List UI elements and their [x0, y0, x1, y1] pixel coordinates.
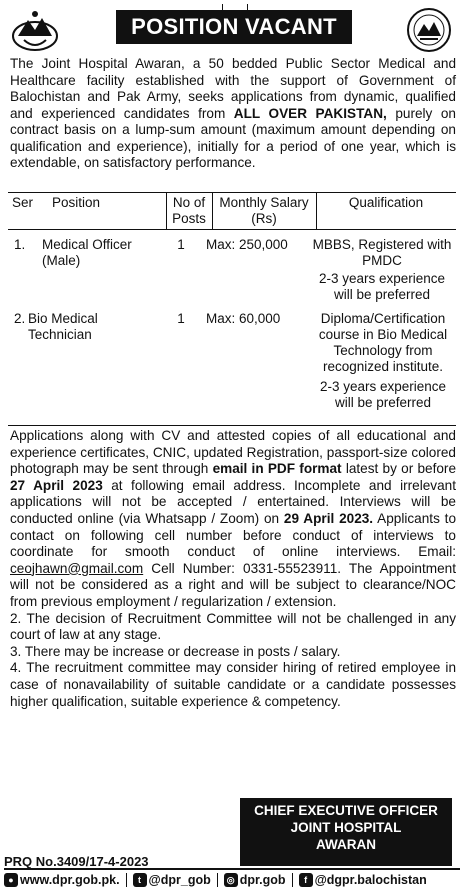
text-bold: email in PDF format: [212, 461, 342, 477]
row1-posts: 1: [177, 237, 185, 252]
header: [4, 4, 460, 56]
prq-number: PRQ No.3409/17-4-2023: [4, 854, 149, 869]
balochistan-emblem-logo: [10, 6, 60, 54]
instagram-text: dpr.gob: [239, 873, 286, 887]
positions-table: [8, 192, 456, 426]
header-rule: [8, 229, 456, 230]
row1-salary: Max: 250,000: [206, 237, 288, 252]
application-instructions: [10, 428, 456, 710]
row2-experience: 2-3 years experience will be preferred: [319, 379, 447, 410]
footer: [4, 868, 460, 890]
header-posts: No of Posts: [172, 195, 206, 226]
globe-icon: ●: [4, 873, 18, 887]
row2-ser: 2.: [14, 311, 26, 326]
divider: [166, 193, 167, 229]
divider: [292, 873, 293, 887]
row1-qualification: MBBS, Registered with PMDC: [312, 237, 452, 268]
divider: [217, 873, 218, 887]
text: Applications along with CV and attested copies of all educational and experience certificates, CNIC, updated Registration, passport-size colored photograph may be sent through: [10, 428, 456, 477]
email-link[interactable]: ceojhawn@gmail.com: [10, 560, 144, 576]
instagram-icon: ◎: [224, 873, 238, 887]
row1-ser: 1.: [14, 237, 26, 252]
row2-posts: 1: [177, 311, 185, 326]
text: Cell Number: 0331-55523911. The Appointment will not be considered as a right and will be subject to clearance/NOC from previous employment / regularization / extension.: [10, 560, 456, 609]
text: Applicants to contact on following cell number before conduct of interviews to coordinate for smooth conduct of online interviews. Email:: [10, 510, 456, 560]
header-ser: Ser: [12, 195, 34, 210]
divider: [316, 193, 317, 229]
header-position: Position: [52, 195, 101, 210]
signature-title: CHIEF EXECUTIVE OFFICER: [254, 803, 438, 818]
row2-salary: Max: 60,000: [206, 311, 281, 326]
twitter-text: @dpr_gob: [148, 873, 211, 887]
text: latest by or before: [341, 461, 457, 477]
signature-block: [240, 798, 452, 866]
row1-position: Medical Officer (Male): [42, 237, 132, 268]
signature-org: JOINT HOSPITAL: [290, 820, 402, 835]
facebook-text: @dgpr.balochistan: [314, 873, 427, 887]
note-3: 3. There may be increase or decrease in posts / salary.: [10, 643, 341, 659]
footer-website[interactable]: [4, 873, 120, 887]
intro-text: The Joint Hospital Awaran, a 50 bedded Public Sector Medical and Healthcare facility established with the support of Government of Balochistan and Pak Army, seeks applications from dynamic, qualified and experienced candidates from: [10, 56, 456, 121]
header-salary: Monthly Salary (Rs): [219, 195, 309, 226]
footer-facebook[interactable]: [299, 873, 427, 887]
website-text: www.dpr.gob.pk.: [20, 873, 120, 887]
interview-date: 29 April 2023.: [283, 510, 374, 526]
text: at following email address. Incomplete and irrelevant applications will not be accepted / entertained. Interviews will be conducted online (via Whatsapp / Zoom) on: [10, 477, 456, 526]
row2-position: Bio Medical Technician: [28, 311, 98, 342]
note-4: 4. The recruitment committee may consider hiring of retired employee in case of nonavailability of suitable candidate or a candidate possesses higher qualification, suitable experience & competency.: [10, 660, 456, 709]
intro-paragraph: [10, 56, 456, 172]
intro-text-end: purely on contract basis on a lump-sum amount (maximum amount depending on qualification and experience), initially for a period of one year, which is extendable, on satisfactory performance.: [10, 105, 456, 170]
signature-location: AWARAN: [316, 837, 376, 852]
hospital-emblem-logo: [404, 6, 454, 54]
advertisement: [4, 4, 460, 887]
header-qualification: Qualification: [348, 195, 424, 210]
page-title: POSITION VACANT: [116, 10, 352, 44]
facebook-icon: f: [299, 873, 313, 887]
instructions-paragraph: [10, 428, 456, 611]
footer-twitter[interactable]: [133, 873, 211, 887]
deadline-date: 27 April 2023: [10, 477, 103, 493]
divider: [212, 193, 213, 229]
divider: [126, 873, 127, 887]
footer-instagram[interactable]: [224, 873, 286, 887]
twitter-icon: t: [133, 873, 147, 887]
intro-highlight: ALL OVER PAKISTAN,: [233, 105, 387, 121]
row1-experience: 2-3 years experience will be preferred: [318, 271, 446, 302]
row2-qualification: Diploma/Certification course in Bio Medical Technology from recognized institute.: [318, 311, 448, 374]
note-2: 2. The decision of Recruitment Committee will not be challenged in any court of law at any stage.: [10, 610, 456, 643]
